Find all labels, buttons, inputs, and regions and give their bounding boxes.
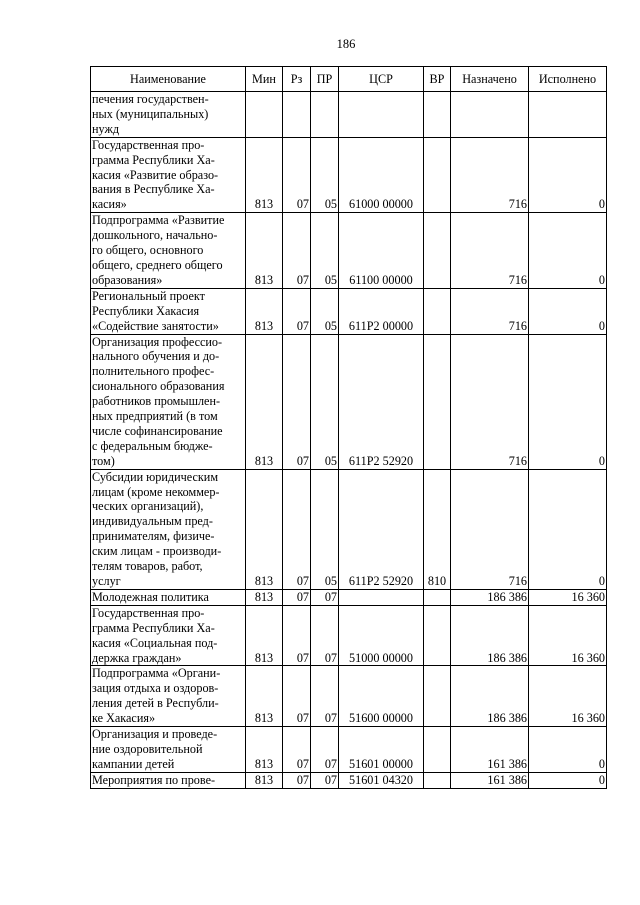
cell-assigned: 716	[451, 334, 529, 469]
header-vr: ВР	[424, 67, 451, 92]
cell-executed	[529, 92, 607, 138]
cell-rz: 07	[283, 213, 311, 289]
cell-executed: 0	[529, 213, 607, 289]
table-row	[91, 469, 607, 589]
cell-name: Организация профессио- нального обучения и до- полнительного профес- сионального образования работников промышлен- ных предприятий (в том числе софинансирование с федеральным бюдже- том)	[91, 334, 246, 469]
table-row	[91, 92, 607, 138]
cell-rz: 07	[283, 137, 311, 213]
cell-csr: 51000 00000	[339, 605, 424, 666]
cell-csr: 51600 00000	[339, 666, 424, 727]
cell-assigned: 161 386	[451, 772, 529, 788]
header-assigned: Назначено	[451, 67, 529, 92]
cell-vr	[424, 772, 451, 788]
cell-name: Мероприятия по прове-	[91, 772, 246, 788]
cell-vr	[424, 589, 451, 605]
cell-vr	[424, 334, 451, 469]
cell-rz: 07	[283, 772, 311, 788]
table-row	[91, 666, 607, 727]
cell-name: Организация и проведе- ние оздоровительной кампании детей	[91, 727, 246, 773]
cell-min: 813	[246, 334, 283, 469]
cell-executed: 0	[529, 727, 607, 773]
cell-assigned: 161 386	[451, 727, 529, 773]
table-row	[91, 137, 607, 213]
cell-min: 813	[246, 213, 283, 289]
cell-executed: 16 360	[529, 589, 607, 605]
table-row	[91, 334, 607, 469]
cell-name: Государственная про- грамма Республики Ха- касия «Социальная под- держка граждан»	[91, 605, 246, 666]
cell-name: Субсидии юридическим лицам (кроме некоммер- ческих организаций), индивидуальным пред- принимателям, физиче- ским лицам - производи- телям товаров, работ, услуг	[91, 469, 246, 589]
cell-assigned: 186 386	[451, 589, 529, 605]
cell-csr	[339, 92, 424, 138]
cell-csr: 61000 00000	[339, 137, 424, 213]
cell-pr: 05	[311, 288, 339, 334]
cell-pr: 05	[311, 213, 339, 289]
cell-pr: 05	[311, 137, 339, 213]
cell-min: 813	[246, 137, 283, 213]
cell-pr: 07	[311, 666, 339, 727]
cell-rz: 07	[283, 605, 311, 666]
page-number: 186	[336, 37, 356, 51]
cell-min: 813	[246, 727, 283, 773]
cell-csr: 611Р2 00000	[339, 288, 424, 334]
cell-csr: 61100 00000	[339, 213, 424, 289]
budget-table	[90, 66, 607, 789]
cell-vr	[424, 288, 451, 334]
cell-min: 813	[246, 605, 283, 666]
cell-csr: 51601 04320	[339, 772, 424, 788]
cell-vr	[424, 92, 451, 138]
cell-min: 813	[246, 772, 283, 788]
cell-pr: 07	[311, 589, 339, 605]
cell-assigned: 716	[451, 213, 529, 289]
header-csr: ЦСР	[339, 67, 424, 92]
cell-csr: 611Р2 52920	[339, 469, 424, 589]
cell-executed: 16 360	[529, 666, 607, 727]
cell-executed: 0	[529, 288, 607, 334]
cell-rz	[283, 92, 311, 138]
cell-assigned: 716	[451, 469, 529, 589]
cell-pr	[311, 92, 339, 138]
cell-assigned	[451, 92, 529, 138]
cell-executed: 0	[529, 772, 607, 788]
cell-min: 813	[246, 469, 283, 589]
cell-csr: 611Р2 52920	[339, 334, 424, 469]
table-row	[91, 589, 607, 605]
cell-pr: 07	[311, 727, 339, 773]
cell-rz: 07	[283, 469, 311, 589]
cell-vr	[424, 727, 451, 773]
cell-min: 813	[246, 589, 283, 605]
table-row	[91, 288, 607, 334]
cell-csr	[339, 589, 424, 605]
cell-rz: 07	[283, 666, 311, 727]
table-row	[91, 727, 607, 773]
cell-pr: 07	[311, 772, 339, 788]
header-executed: Исполнено	[529, 67, 607, 92]
table-header-row	[91, 67, 607, 92]
cell-assigned: 186 386	[451, 605, 529, 666]
cell-csr: 51601 00000	[339, 727, 424, 773]
cell-executed: 0	[529, 469, 607, 589]
cell-min: 813	[246, 666, 283, 727]
header-pr: ПР	[311, 67, 339, 92]
cell-executed: 0	[529, 334, 607, 469]
cell-rz: 07	[283, 288, 311, 334]
cell-name: Подпрограмма «Органи- зация отдыха и оздоров- ления детей в Республи- ке Хакасия»	[91, 666, 246, 727]
cell-min	[246, 92, 283, 138]
cell-name: Молодежная политика	[91, 589, 246, 605]
cell-name: Региональный проект Республики Хакасия «Содействие занятости»	[91, 288, 246, 334]
cell-pr: 05	[311, 334, 339, 469]
cell-vr	[424, 605, 451, 666]
cell-vr	[424, 666, 451, 727]
cell-pr: 07	[311, 605, 339, 666]
cell-vr	[424, 137, 451, 213]
cell-name: печения государствен- ных (муниципальных) нужд	[91, 92, 246, 138]
table-row	[91, 605, 607, 666]
header-name: Наименование	[91, 67, 246, 92]
cell-vr: 810	[424, 469, 451, 589]
header-rz: Рз	[283, 67, 311, 92]
cell-name: Подпрограмма «Развитие дошкольного, начально- го общего, основного общего, среднего общего образования»	[91, 213, 246, 289]
cell-executed: 16 360	[529, 605, 607, 666]
cell-name: Государственная про- грамма Республики Ха- касия «Развитие образо- вания в Республике Ха- касия»	[91, 137, 246, 213]
cell-assigned: 716	[451, 288, 529, 334]
cell-assigned: 716	[451, 137, 529, 213]
header-min: Мин	[246, 67, 283, 92]
cell-assigned: 186 386	[451, 666, 529, 727]
cell-vr	[424, 213, 451, 289]
cell-rz: 07	[283, 334, 311, 469]
cell-min: 813	[246, 288, 283, 334]
table-row	[91, 213, 607, 289]
cell-rz: 07	[283, 727, 311, 773]
cell-pr: 05	[311, 469, 339, 589]
cell-executed: 0	[529, 137, 607, 213]
cell-rz: 07	[283, 589, 311, 605]
table-row	[91, 772, 607, 788]
table-body	[91, 92, 607, 789]
